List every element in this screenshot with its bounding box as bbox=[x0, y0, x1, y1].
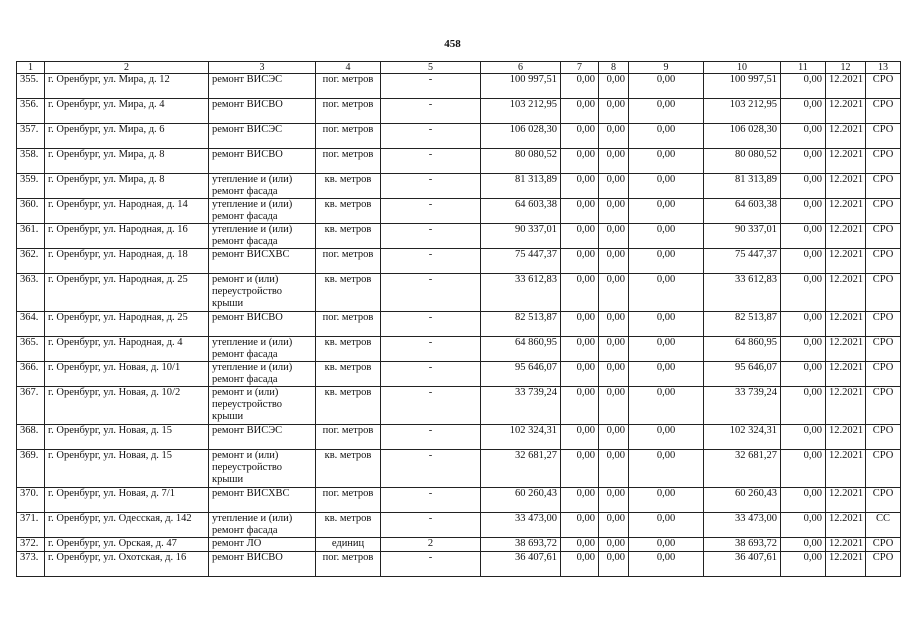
unit-cell: кв. метров bbox=[316, 450, 381, 488]
address-cell: г. Оренбург, ул. Народная, д. 18 bbox=[45, 249, 209, 274]
work-type-cell: ремонт ВИСХВС bbox=[209, 249, 316, 274]
specific-cost-cell: 0,00 bbox=[781, 538, 826, 552]
column-header: 7 bbox=[561, 62, 599, 74]
unit-cell: пог. метров bbox=[316, 149, 381, 174]
owner-cost-cell: 95 646,07 bbox=[704, 362, 781, 387]
unit-cell: пог. метров bbox=[316, 249, 381, 274]
row-number-cell: 373. bbox=[17, 552, 45, 577]
total-cost-cell: 32 681,27 bbox=[481, 450, 561, 488]
total-cost-cell: 95 646,07 bbox=[481, 362, 561, 387]
table-row bbox=[17, 174, 901, 199]
column-number-row bbox=[17, 62, 901, 74]
owner-cost-cell: 82 513,87 bbox=[704, 312, 781, 337]
other-cost-cell: 0,00 bbox=[629, 99, 704, 124]
unit-cell: кв. метров bbox=[316, 362, 381, 387]
quantity-cell: - bbox=[381, 337, 481, 362]
deadline-cell: 12.2021 bbox=[826, 312, 866, 337]
budget-cost-cell: 0,00 bbox=[599, 199, 629, 224]
work-type-cell: ремонт ВИСХВС bbox=[209, 488, 316, 513]
owner-cost-cell: 90 337,01 bbox=[704, 224, 781, 249]
row-number-cell: 363. bbox=[17, 274, 45, 312]
quantity-cell: - bbox=[381, 274, 481, 312]
unit-cell: кв. метров bbox=[316, 513, 381, 538]
budget-cost-cell: 0,00 bbox=[599, 488, 629, 513]
other-cost-cell: 0,00 bbox=[629, 552, 704, 577]
quantity-cell: - bbox=[381, 513, 481, 538]
column-header: 9 bbox=[629, 62, 704, 74]
method-cell: СС bbox=[866, 513, 901, 538]
address-cell: г. Оренбург, ул. Мира, д. 12 bbox=[45, 74, 209, 99]
total-cost-cell: 100 997,51 bbox=[481, 74, 561, 99]
owner-cost-cell: 33 739,24 bbox=[704, 387, 781, 425]
total-cost-cell: 103 212,95 bbox=[481, 99, 561, 124]
table-row bbox=[17, 450, 901, 488]
address-cell: г. Оренбург, ул. Мира, д. 6 bbox=[45, 124, 209, 149]
fund-cost-cell: 0,00 bbox=[561, 538, 599, 552]
work-type-cell: утепление и (или) ремонт фасада bbox=[209, 199, 316, 224]
total-cost-cell: 80 080,52 bbox=[481, 149, 561, 174]
owner-cost-cell: 102 324,31 bbox=[704, 425, 781, 450]
address-cell: г. Оренбург, ул. Народная, д. 16 bbox=[45, 224, 209, 249]
total-cost-cell: 90 337,01 bbox=[481, 224, 561, 249]
owner-cost-cell: 33 473,00 bbox=[704, 513, 781, 538]
owner-cost-cell: 75 447,37 bbox=[704, 249, 781, 274]
specific-cost-cell: 0,00 bbox=[781, 387, 826, 425]
other-cost-cell: 0,00 bbox=[629, 249, 704, 274]
total-cost-cell: 60 260,43 bbox=[481, 488, 561, 513]
address-cell: г. Оренбург, ул. Новая, д. 10/1 bbox=[45, 362, 209, 387]
address-cell: г. Оренбург, ул. Новая, д. 7/1 bbox=[45, 488, 209, 513]
specific-cost-cell: 0,00 bbox=[781, 312, 826, 337]
total-cost-cell: 64 603,38 bbox=[481, 199, 561, 224]
specific-cost-cell: 0,00 bbox=[781, 274, 826, 312]
table-row bbox=[17, 124, 901, 149]
method-cell: СРО bbox=[866, 149, 901, 174]
deadline-cell: 12.2021 bbox=[826, 174, 866, 199]
total-cost-cell: 33 739,24 bbox=[481, 387, 561, 425]
row-number-cell: 366. bbox=[17, 362, 45, 387]
total-cost-cell: 38 693,72 bbox=[481, 538, 561, 552]
other-cost-cell: 0,00 bbox=[629, 274, 704, 312]
column-header: 1 bbox=[17, 62, 45, 74]
column-header: 5 bbox=[381, 62, 481, 74]
other-cost-cell: 0,00 bbox=[629, 312, 704, 337]
method-cell: СРО bbox=[866, 337, 901, 362]
method-cell: СРО bbox=[866, 174, 901, 199]
owner-cost-cell: 80 080,52 bbox=[704, 149, 781, 174]
budget-cost-cell: 0,00 bbox=[599, 450, 629, 488]
unit-cell: единиц bbox=[316, 538, 381, 552]
quantity-cell: - bbox=[381, 425, 481, 450]
unit-cell: пог. метров bbox=[316, 312, 381, 337]
owner-cost-cell: 81 313,89 bbox=[704, 174, 781, 199]
owner-cost-cell: 32 681,27 bbox=[704, 450, 781, 488]
fund-cost-cell: 0,00 bbox=[561, 149, 599, 174]
work-type-cell: ремонт ВИСЭС bbox=[209, 124, 316, 149]
other-cost-cell: 0,00 bbox=[629, 174, 704, 199]
table-body bbox=[17, 74, 901, 577]
owner-cost-cell: 100 997,51 bbox=[704, 74, 781, 99]
table-row bbox=[17, 274, 901, 312]
row-number-cell: 359. bbox=[17, 174, 45, 199]
table-row bbox=[17, 362, 901, 387]
unit-cell: кв. метров bbox=[316, 199, 381, 224]
other-cost-cell: 0,00 bbox=[629, 450, 704, 488]
quantity-cell: - bbox=[381, 74, 481, 99]
table-row bbox=[17, 312, 901, 337]
address-cell: г. Оренбург, ул. Народная, д. 4 bbox=[45, 337, 209, 362]
method-cell: СРО bbox=[866, 425, 901, 450]
address-cell: г. Оренбург, ул. Мира, д. 8 bbox=[45, 174, 209, 199]
unit-cell: пог. метров bbox=[316, 552, 381, 577]
table-row bbox=[17, 425, 901, 450]
specific-cost-cell: 0,00 bbox=[781, 99, 826, 124]
work-type-cell: ремонт ВИСВО bbox=[209, 99, 316, 124]
owner-cost-cell: 60 260,43 bbox=[704, 488, 781, 513]
budget-cost-cell: 0,00 bbox=[599, 513, 629, 538]
table-row bbox=[17, 552, 901, 577]
other-cost-cell: 0,00 bbox=[629, 224, 704, 249]
quantity-cell: - bbox=[381, 199, 481, 224]
unit-cell: пог. метров bbox=[316, 124, 381, 149]
specific-cost-cell: 0,00 bbox=[781, 488, 826, 513]
specific-cost-cell: 0,00 bbox=[781, 337, 826, 362]
budget-cost-cell: 0,00 bbox=[599, 174, 629, 199]
budget-cost-cell: 0,00 bbox=[599, 538, 629, 552]
work-type-cell: ремонт ВИСЭС bbox=[209, 74, 316, 99]
address-cell: г. Оренбург, ул. Орская, д. 47 bbox=[45, 538, 209, 552]
other-cost-cell: 0,00 bbox=[629, 488, 704, 513]
other-cost-cell: 0,00 bbox=[629, 74, 704, 99]
fund-cost-cell: 0,00 bbox=[561, 552, 599, 577]
unit-cell: кв. метров bbox=[316, 387, 381, 425]
method-cell: СРО bbox=[866, 274, 901, 312]
table-row bbox=[17, 387, 901, 425]
row-number-cell: 370. bbox=[17, 488, 45, 513]
other-cost-cell: 0,00 bbox=[629, 513, 704, 538]
budget-cost-cell: 0,00 bbox=[599, 312, 629, 337]
budget-cost-cell: 0,00 bbox=[599, 124, 629, 149]
unit-cell: пог. метров bbox=[316, 74, 381, 99]
row-number-cell: 360. bbox=[17, 199, 45, 224]
deadline-cell: 12.2021 bbox=[826, 387, 866, 425]
deadline-cell: 12.2021 bbox=[826, 337, 866, 362]
quantity-cell: - bbox=[381, 174, 481, 199]
unit-cell: кв. метров bbox=[316, 224, 381, 249]
specific-cost-cell: 0,00 bbox=[781, 174, 826, 199]
work-type-cell: утепление и (или) ремонт фасада bbox=[209, 224, 316, 249]
deadline-cell: 12.2021 bbox=[826, 513, 866, 538]
other-cost-cell: 0,00 bbox=[629, 362, 704, 387]
work-type-cell: ремонт ВИСВО bbox=[209, 149, 316, 174]
specific-cost-cell: 0,00 bbox=[781, 450, 826, 488]
work-type-cell: утепление и (или) ремонт фасада bbox=[209, 174, 316, 199]
table-row bbox=[17, 149, 901, 174]
quantity-cell: - bbox=[381, 99, 481, 124]
column-header: 2 bbox=[45, 62, 209, 74]
total-cost-cell: 81 313,89 bbox=[481, 174, 561, 199]
budget-cost-cell: 0,00 bbox=[599, 552, 629, 577]
budget-cost-cell: 0,00 bbox=[599, 224, 629, 249]
page-number: 458 bbox=[444, 38, 461, 50]
budget-cost-cell: 0,00 bbox=[599, 337, 629, 362]
column-header: 3 bbox=[209, 62, 316, 74]
deadline-cell: 12.2021 bbox=[826, 99, 866, 124]
row-number-cell: 368. bbox=[17, 425, 45, 450]
fund-cost-cell: 0,00 bbox=[561, 274, 599, 312]
fund-cost-cell: 0,00 bbox=[561, 513, 599, 538]
method-cell: СРО bbox=[866, 312, 901, 337]
method-cell: СРО bbox=[866, 387, 901, 425]
specific-cost-cell: 0,00 bbox=[781, 74, 826, 99]
column-header: 12 bbox=[826, 62, 866, 74]
owner-cost-cell: 33 612,83 bbox=[704, 274, 781, 312]
deadline-cell: 12.2021 bbox=[826, 362, 866, 387]
other-cost-cell: 0,00 bbox=[629, 387, 704, 425]
method-cell: СРО bbox=[866, 362, 901, 387]
fund-cost-cell: 0,00 bbox=[561, 99, 599, 124]
row-number-cell: 371. bbox=[17, 513, 45, 538]
budget-cost-cell: 0,00 bbox=[599, 362, 629, 387]
work-type-cell: утепление и (или) ремонт фасада bbox=[209, 337, 316, 362]
fund-cost-cell: 0,00 bbox=[561, 450, 599, 488]
other-cost-cell: 0,00 bbox=[629, 124, 704, 149]
work-type-cell: утепление и (или) ремонт фасада bbox=[209, 362, 316, 387]
deadline-cell: 12.2021 bbox=[826, 249, 866, 274]
owner-cost-cell: 64 603,38 bbox=[704, 199, 781, 224]
table-row bbox=[17, 513, 901, 538]
column-header: 8 bbox=[599, 62, 629, 74]
quantity-cell: - bbox=[381, 312, 481, 337]
unit-cell: кв. метров bbox=[316, 337, 381, 362]
method-cell: СРО bbox=[866, 99, 901, 124]
fund-cost-cell: 0,00 bbox=[561, 199, 599, 224]
table-row bbox=[17, 74, 901, 99]
work-type-cell: ремонт ВИСЭС bbox=[209, 425, 316, 450]
deadline-cell: 12.2021 bbox=[826, 538, 866, 552]
work-type-cell: ремонт ВИСВО bbox=[209, 312, 316, 337]
address-cell: г. Оренбург, ул. Народная, д. 25 bbox=[45, 312, 209, 337]
work-type-cell: ремонт и (или) переустройство крыши bbox=[209, 274, 316, 312]
row-number-cell: 369. bbox=[17, 450, 45, 488]
other-cost-cell: 0,00 bbox=[629, 337, 704, 362]
quantity-cell: - bbox=[381, 488, 481, 513]
column-header: 11 bbox=[781, 62, 826, 74]
quantity-cell: 2 bbox=[381, 538, 481, 552]
deadline-cell: 12.2021 bbox=[826, 224, 866, 249]
deadline-cell: 12.2021 bbox=[826, 552, 866, 577]
row-number-cell: 362. bbox=[17, 249, 45, 274]
row-number-cell: 372. bbox=[17, 538, 45, 552]
method-cell: СРО bbox=[866, 450, 901, 488]
other-cost-cell: 0,00 bbox=[629, 199, 704, 224]
unit-cell: кв. метров bbox=[316, 274, 381, 312]
owner-cost-cell: 36 407,61 bbox=[704, 552, 781, 577]
specific-cost-cell: 0,00 bbox=[781, 199, 826, 224]
budget-cost-cell: 0,00 bbox=[599, 274, 629, 312]
row-number-cell: 355. bbox=[17, 74, 45, 99]
specific-cost-cell: 0,00 bbox=[781, 362, 826, 387]
total-cost-cell: 64 860,95 bbox=[481, 337, 561, 362]
fund-cost-cell: 0,00 bbox=[561, 249, 599, 274]
fund-cost-cell: 0,00 bbox=[561, 312, 599, 337]
total-cost-cell: 102 324,31 bbox=[481, 425, 561, 450]
specific-cost-cell: 0,00 bbox=[781, 249, 826, 274]
work-type-cell: утепление и (или) ремонт фасада bbox=[209, 513, 316, 538]
unit-cell: пог. метров bbox=[316, 488, 381, 513]
deadline-cell: 12.2021 bbox=[826, 488, 866, 513]
budget-cost-cell: 0,00 bbox=[599, 74, 629, 99]
total-cost-cell: 82 513,87 bbox=[481, 312, 561, 337]
column-header: 6 bbox=[481, 62, 561, 74]
row-number-cell: 356. bbox=[17, 99, 45, 124]
total-cost-cell: 33 612,83 bbox=[481, 274, 561, 312]
budget-cost-cell: 0,00 bbox=[599, 387, 629, 425]
deadline-cell: 12.2021 bbox=[826, 124, 866, 149]
table-row bbox=[17, 99, 901, 124]
address-cell: г. Оренбург, ул. Мира, д. 8 bbox=[45, 149, 209, 174]
fund-cost-cell: 0,00 bbox=[561, 74, 599, 99]
deadline-cell: 12.2021 bbox=[826, 199, 866, 224]
row-number-cell: 367. bbox=[17, 387, 45, 425]
quantity-cell: - bbox=[381, 249, 481, 274]
row-number-cell: 358. bbox=[17, 149, 45, 174]
budget-cost-cell: 0,00 bbox=[599, 249, 629, 274]
address-cell: г. Оренбург, ул. Новая, д. 10/2 bbox=[45, 387, 209, 425]
deadline-cell: 12.2021 bbox=[826, 450, 866, 488]
row-number-cell: 365. bbox=[17, 337, 45, 362]
row-number-cell: 364. bbox=[17, 312, 45, 337]
table-row bbox=[17, 538, 901, 552]
table-row bbox=[17, 224, 901, 249]
quantity-cell: - bbox=[381, 124, 481, 149]
method-cell: СРО bbox=[866, 124, 901, 149]
work-type-cell: ремонт ВИСВО bbox=[209, 552, 316, 577]
address-cell: г. Оренбург, ул. Народная, д. 14 bbox=[45, 199, 209, 224]
fund-cost-cell: 0,00 bbox=[561, 124, 599, 149]
quantity-cell: - bbox=[381, 552, 481, 577]
quantity-cell: - bbox=[381, 362, 481, 387]
address-cell: г. Оренбург, ул. Народная, д. 25 bbox=[45, 274, 209, 312]
specific-cost-cell: 0,00 bbox=[781, 552, 826, 577]
address-cell: г. Оренбург, ул. Новая, д. 15 bbox=[45, 425, 209, 450]
table-row bbox=[17, 199, 901, 224]
owner-cost-cell: 64 860,95 bbox=[704, 337, 781, 362]
method-cell: СРО bbox=[866, 552, 901, 577]
fund-cost-cell: 0,00 bbox=[561, 488, 599, 513]
total-cost-cell: 33 473,00 bbox=[481, 513, 561, 538]
unit-cell: пог. метров bbox=[316, 425, 381, 450]
specific-cost-cell: 0,00 bbox=[781, 425, 826, 450]
budget-cost-cell: 0,00 bbox=[599, 149, 629, 174]
fund-cost-cell: 0,00 bbox=[561, 337, 599, 362]
fund-cost-cell: 0,00 bbox=[561, 174, 599, 199]
method-cell: СРО bbox=[866, 224, 901, 249]
deadline-cell: 12.2021 bbox=[826, 274, 866, 312]
address-cell: г. Оренбург, ул. Охотская, д. 16 bbox=[45, 552, 209, 577]
row-number-cell: 357. bbox=[17, 124, 45, 149]
specific-cost-cell: 0,00 bbox=[781, 124, 826, 149]
unit-cell: кв. метров bbox=[316, 174, 381, 199]
owner-cost-cell: 103 212,95 bbox=[704, 99, 781, 124]
column-header: 10 bbox=[704, 62, 781, 74]
total-cost-cell: 106 028,30 bbox=[481, 124, 561, 149]
work-type-cell: ремонт и (или) переустройство крыши bbox=[209, 387, 316, 425]
table-row bbox=[17, 249, 901, 274]
total-cost-cell: 36 407,61 bbox=[481, 552, 561, 577]
table-row bbox=[17, 488, 901, 513]
other-cost-cell: 0,00 bbox=[629, 538, 704, 552]
other-cost-cell: 0,00 bbox=[629, 149, 704, 174]
owner-cost-cell: 106 028,30 bbox=[704, 124, 781, 149]
specific-cost-cell: 0,00 bbox=[781, 224, 826, 249]
table-row bbox=[17, 337, 901, 362]
address-cell: г. Оренбург, ул. Одесская, д. 142 bbox=[45, 513, 209, 538]
total-cost-cell: 75 447,37 bbox=[481, 249, 561, 274]
row-number-cell: 361. bbox=[17, 224, 45, 249]
work-type-cell: ремонт и (или) переустройство крыши bbox=[209, 450, 316, 488]
address-cell: г. Оренбург, ул. Новая, д. 15 bbox=[45, 450, 209, 488]
method-cell: СРО bbox=[866, 249, 901, 274]
specific-cost-cell: 0,00 bbox=[781, 513, 826, 538]
method-cell: СРО bbox=[866, 488, 901, 513]
repair-register-table bbox=[16, 61, 901, 577]
column-header: 13 bbox=[866, 62, 901, 74]
deadline-cell: 12.2021 bbox=[826, 425, 866, 450]
quantity-cell: - bbox=[381, 149, 481, 174]
method-cell: СРО bbox=[866, 74, 901, 99]
other-cost-cell: 0,00 bbox=[629, 425, 704, 450]
deadline-cell: 12.2021 bbox=[826, 149, 866, 174]
unit-cell: пог. метров bbox=[316, 99, 381, 124]
address-cell: г. Оренбург, ул. Мира, д. 4 bbox=[45, 99, 209, 124]
fund-cost-cell: 0,00 bbox=[561, 362, 599, 387]
budget-cost-cell: 0,00 bbox=[599, 99, 629, 124]
fund-cost-cell: 0,00 bbox=[561, 387, 599, 425]
specific-cost-cell: 0,00 bbox=[781, 149, 826, 174]
column-header: 4 bbox=[316, 62, 381, 74]
fund-cost-cell: 0,00 bbox=[561, 224, 599, 249]
quantity-cell: - bbox=[381, 387, 481, 425]
quantity-cell: - bbox=[381, 224, 481, 249]
quantity-cell: - bbox=[381, 450, 481, 488]
deadline-cell: 12.2021 bbox=[826, 74, 866, 99]
budget-cost-cell: 0,00 bbox=[599, 425, 629, 450]
method-cell: СРО bbox=[866, 199, 901, 224]
fund-cost-cell: 0,00 bbox=[561, 425, 599, 450]
work-type-cell: ремонт ЛО bbox=[209, 538, 316, 552]
owner-cost-cell: 38 693,72 bbox=[704, 538, 781, 552]
method-cell: СРО bbox=[866, 538, 901, 552]
